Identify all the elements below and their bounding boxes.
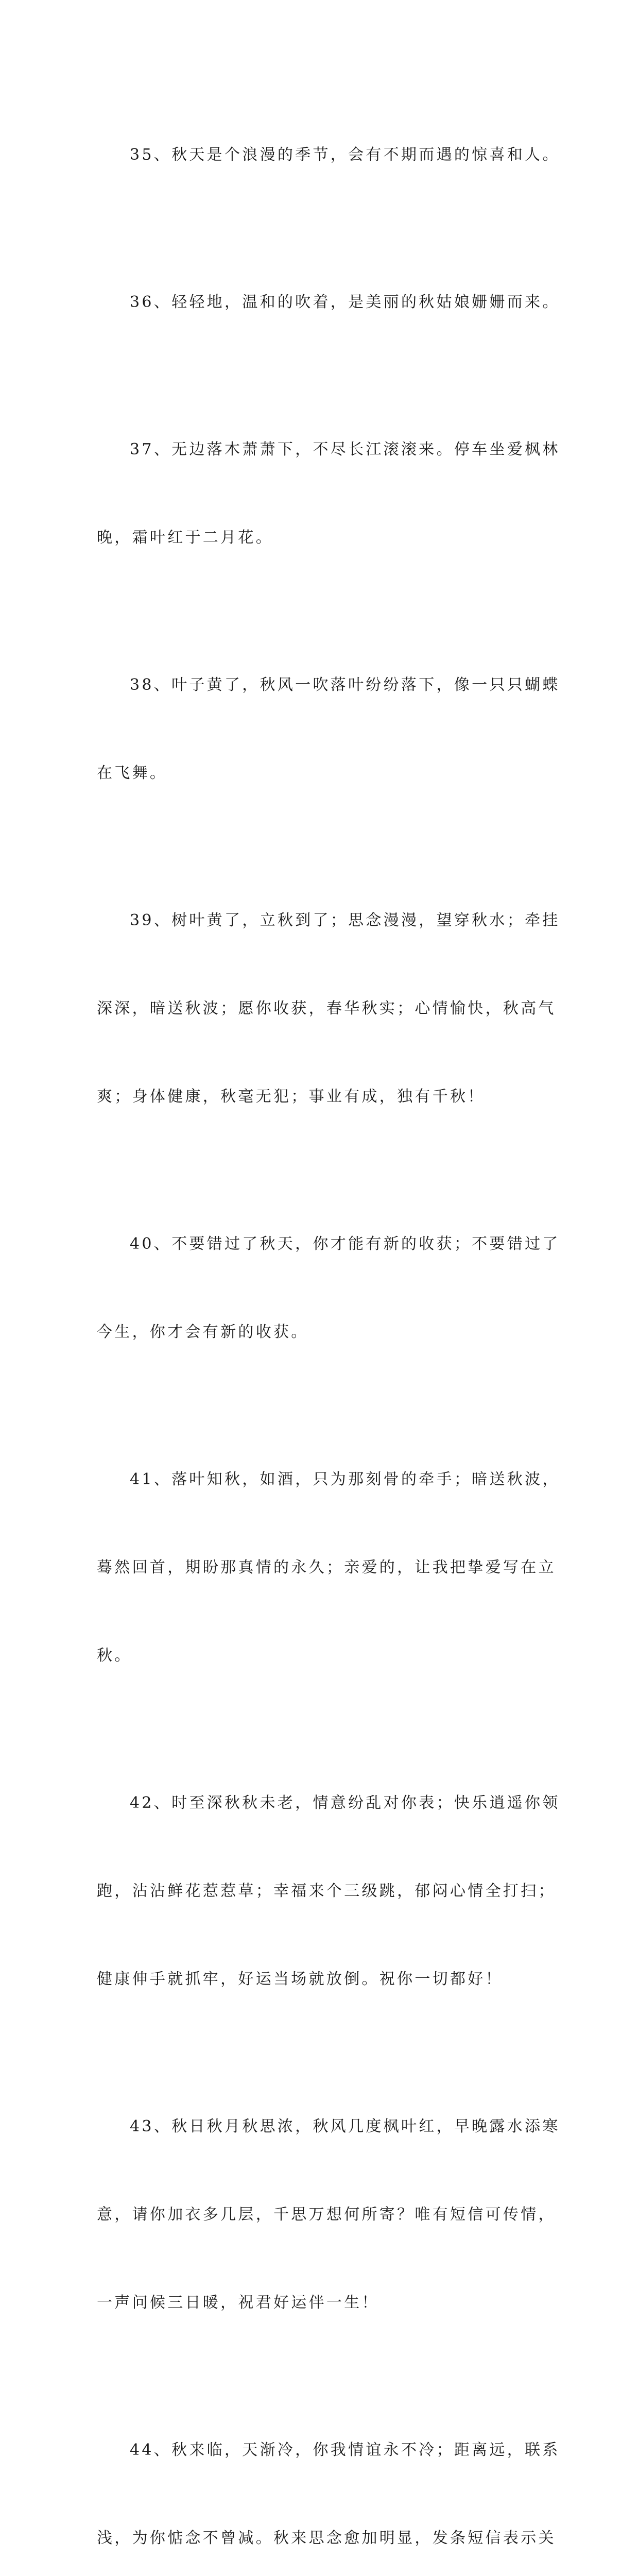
paragraph-44 bbox=[97, 2377, 560, 2576]
paragraph-40 bbox=[97, 1171, 560, 1405]
paragraph-38 bbox=[97, 612, 560, 846]
document-body bbox=[97, 81, 560, 2576]
paragraph-line: 健康伸手就抓牢，好运当场就放倒。祝你一切都好！ bbox=[97, 1970, 503, 1988]
paragraph-line: 42、时至深秋秋未老，情意纷乱对你表；快乐逍遥你领 bbox=[130, 1794, 560, 1812]
paragraph-line: 一声问候三日暖，祝君好运伴一生！ bbox=[97, 2294, 379, 2312]
paragraph-line: 40、不要错过了秋天，你才能有新的收获；不要错过了 bbox=[130, 1235, 560, 1253]
paragraph-line: 浅，为你惦念不曾减。秋来思念愈加明显，发条短信表示关 bbox=[97, 2529, 556, 2547]
paragraph-37 bbox=[97, 376, 560, 611]
paragraph-line: 36、轻轻地，温和的吹着，是美丽的秋姑娘姗姗而来。 bbox=[130, 293, 560, 311]
paragraph-36 bbox=[97, 229, 560, 376]
paragraph-line: 44、秋来临，天渐冷，你我情谊永不冷；距离远，联系 bbox=[130, 2441, 560, 2459]
paragraph-line: 深深，暗送秋波；愿你收获，春华秋实；心情愉快，秋高气 bbox=[97, 999, 556, 1018]
paragraph-line: 今生，你才会有新的收获。 bbox=[97, 1323, 309, 1341]
paragraph-line: 爽；身体健康，秋毫无犯；事业有成，独有千秋！ bbox=[97, 1088, 486, 1106]
paragraph-line: 41、落叶知秋，如酒，只为那刻骨的牵手；暗送秋波， bbox=[130, 1470, 560, 1488]
paragraph-line: 蓦然回首，期盼那真情的永久；亲爱的，让我把挚爱写在立 bbox=[97, 1558, 556, 1577]
paragraph-line: 35、秋天是个浪漫的季节，会有不期而遇的惊喜和人。 bbox=[130, 146, 560, 164]
paragraph-line: 38、叶子黄了，秋风一吹落叶纷纷落下，像一只只蝴蝶 bbox=[130, 676, 560, 694]
paragraph-line: 在飞舞。 bbox=[97, 764, 168, 782]
paragraph-35 bbox=[97, 81, 560, 228]
paragraph-43 bbox=[97, 2053, 560, 2376]
paragraph-42 bbox=[97, 1730, 560, 2053]
paragraph-41 bbox=[97, 1406, 560, 1729]
paragraph-line: 43、秋日秋月秋思浓，秋风几度枫叶红，早晚露水添寒 bbox=[130, 2117, 560, 2136]
paragraph-line: 秋。 bbox=[97, 1647, 132, 1665]
paragraph-line: 晚，霜叶红于二月花。 bbox=[97, 529, 273, 547]
paragraph-39 bbox=[97, 847, 560, 1170]
paragraph-line: 意，请你加衣多几层，千思万想何所寄？唯有短信可传情， bbox=[97, 2206, 556, 2224]
paragraph-line: 跑，沾沾鲜花惹惹草；幸福来个三级跳，郁闷心情全打扫； bbox=[97, 1882, 556, 1900]
paragraph-line: 37、无边落木萧萧下，不尽长江滚滚来。停车坐爱枫林 bbox=[130, 440, 560, 459]
paragraph-line: 39、树叶黄了，立秋到了；思念漫漫，望穿秋水；牵挂 bbox=[130, 911, 560, 929]
